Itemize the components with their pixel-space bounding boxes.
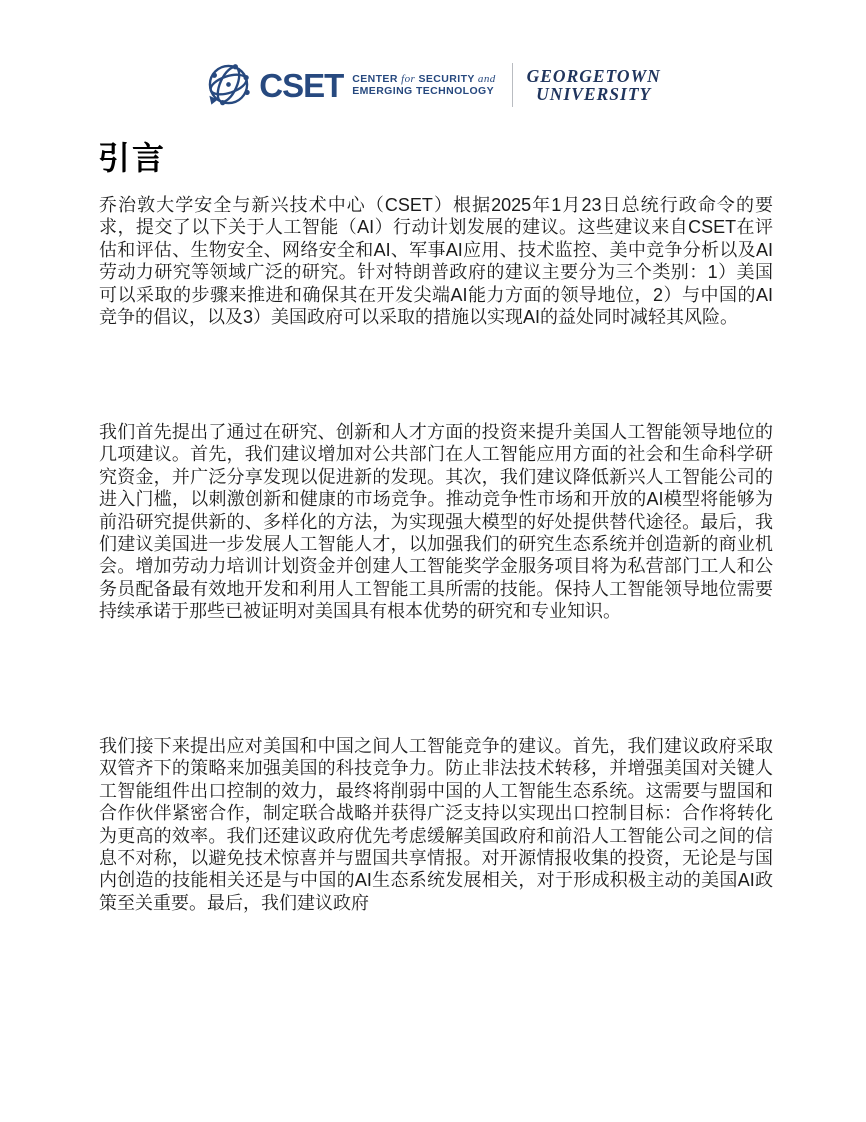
paragraph-overview: 乔治敦大学安全与新兴技术中心（CSET）根据2025年1月23日总统行政命令的要求，提交了以下关于人工智能（AI）行动计划发展的建议。这些建议来自CSET在评估和评估、生物安全、网络安全和AI、军事AI应用、技术监控、美中竞争分析以及AI劳动力研究等领域广泛的研究。针对特朗普政府的建议主要分为三个类别：1）美国可以采取的步骤来推进和确保其在开发尖端AI能力方面的领导地位，2）与中国的AI竞争的倡议，以及3）美国政府可以采取的措施以实现AI的益处同时减轻其风险。 — [99, 195, 773, 328]
georgetown-wordmark — [527, 67, 661, 103]
cset-name-line2: EMERGING TECHNOLOGY — [352, 85, 495, 97]
georgetown-line1: GEORGETOWN — [526, 66, 661, 86]
cset-name-line1: CENTER for SECURITY and — [352, 72, 496, 85]
section-heading: 引言 — [98, 140, 167, 176]
cset-wordmark: CSET — [259, 66, 344, 104]
paragraph-us-leadership: 我们首先提出了通过在研究、创新和人才方面的投资来提升美国人工智能领导地位的几项建议。首先，我们建议增加对公共部门在人工智能应用方面的社会和生命科学研究资金，并广泛分享发现以促进新的发现。其次，我们建议降低新兴人工智能公司的进入门槛，以刺激创新和健康的市场竞争。推动竞争性市场和开放的AI模型将能够为前沿研究提供新的、多样化的方法，为实现强大模型的好处提供替代途径。最后，我们建议美国进一步发展人工智能人才，以加强我们的研究生态系统并创造新的商业机会。增加劳动力培训计划资金并创建人工智能奖学金服务项目将为私营部门工人和公务员配备最有效地开发和利用人工智能工具所需的技能。保持人工智能领导地位需要持续承诺于那些已被证明对美国具有根本优势的研究和专业知识。 — [99, 422, 773, 622]
header-logo — [0, 60, 866, 110]
logo-divider — [512, 63, 513, 107]
georgetown-line2: UNIVERSITY — [536, 84, 652, 104]
cset-full-name — [352, 73, 495, 98]
globe-network-icon — [205, 63, 252, 108]
paragraph-china-competition: 我们接下来提出应对美国和中国之间人工智能竞争的建议。首先，我们建议政府采取双管齐下的策略来加强美国的科技竞争力。防止非法技术转移，并增强美国对关键人工智能组件出口控制的效力，最终将削弱中国的人工智能生态系统。这需要与盟国和合作伙伴紧密合作，制定联合战略并获得广泛支持以实现出口控制目标：合作将转化为更高的效率。我们还建议政府优先考虑缓解美国政府和前沿人工智能公司之间的信息不对称，以避免技术惊喜并与盟国共享情报。对开源情报收集的投资，无论是与国内创造的技能相关还是与中国的AI生态系统发展相关，对于形成积极主动的美国AI政策至关重要。最后，我们建议政府 — [99, 736, 773, 913]
